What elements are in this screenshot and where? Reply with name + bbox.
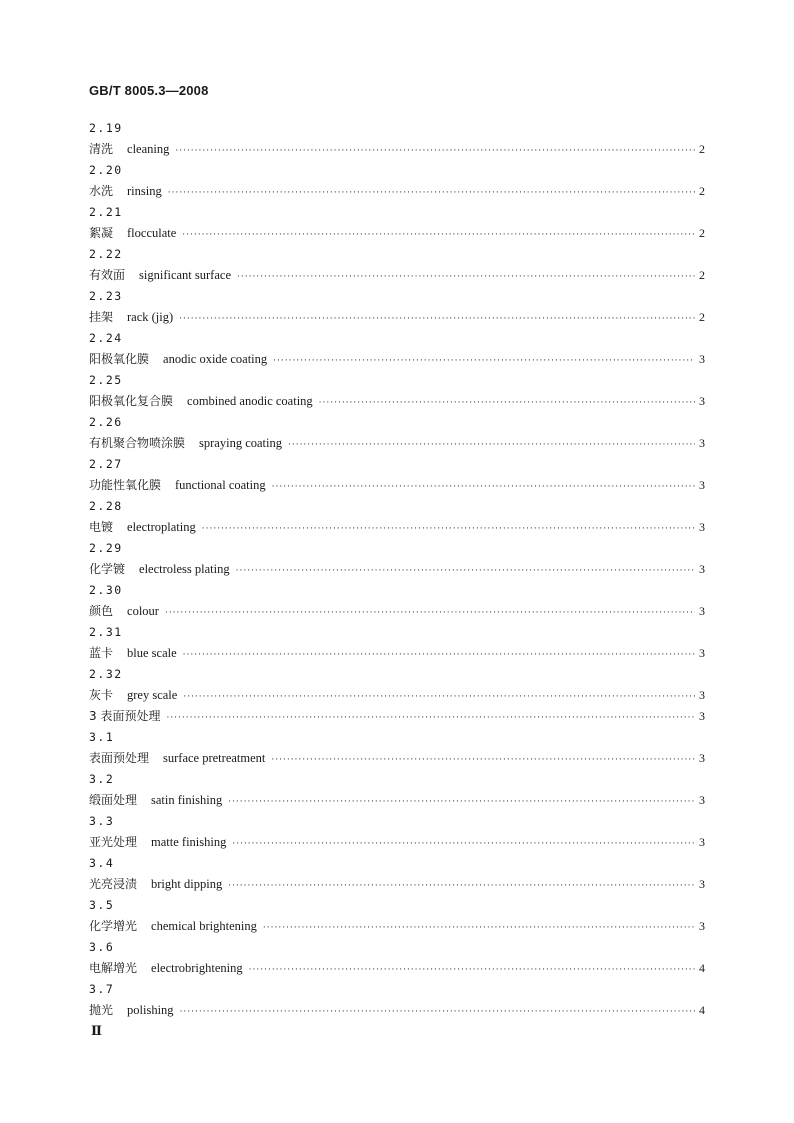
dot-leader bbox=[175, 141, 695, 160]
page-number: Ⅱ bbox=[91, 1023, 102, 1038]
toc-clause-number: 2.26 bbox=[89, 415, 123, 429]
dot-leader bbox=[288, 435, 695, 454]
toc-term-english: colour bbox=[127, 604, 159, 618]
toc-entry[interactable] bbox=[89, 181, 705, 202]
toc-entry[interactable] bbox=[89, 643, 705, 664]
toc-entry[interactable] bbox=[89, 601, 705, 622]
toc-term-english: significant surface bbox=[139, 268, 231, 282]
document-code: GB/T 8005.3—2008 bbox=[89, 83, 209, 98]
toc-entry[interactable] bbox=[89, 874, 705, 895]
toc-page-number: 2 bbox=[699, 268, 705, 282]
toc-clause-number: 2.31 bbox=[89, 625, 123, 639]
toc-clause-number: 2.21 bbox=[89, 205, 123, 219]
toc-page-number: 3 bbox=[699, 646, 705, 660]
toc-entry[interactable] bbox=[89, 391, 705, 412]
toc-term-english: chemical brightening bbox=[151, 919, 257, 933]
toc-page-number: 3 bbox=[699, 751, 705, 765]
toc-term-chinese: 蓝卡 bbox=[89, 646, 114, 660]
toc-term-chinese: 表面预处理 bbox=[89, 751, 150, 765]
toc-term-english: grey scale bbox=[127, 688, 178, 702]
toc-entry[interactable] bbox=[89, 517, 705, 538]
toc-entry[interactable] bbox=[89, 307, 705, 328]
toc-term-english: cleaning bbox=[127, 142, 170, 156]
toc-term-english: bright dipping bbox=[151, 877, 223, 891]
toc-term-english: blue scale bbox=[127, 646, 177, 660]
toc-page-number: 3 bbox=[699, 478, 705, 492]
toc-term-chinese: 亚光处理 bbox=[89, 835, 138, 849]
toc-entry[interactable] bbox=[89, 139, 705, 160]
toc-clause-number: 2.19 bbox=[89, 121, 123, 135]
toc-page-number: 3 bbox=[699, 793, 705, 807]
toc-term-english: functional coating bbox=[175, 478, 266, 492]
toc-term-chinese: 灰卡 bbox=[89, 688, 114, 702]
toc-page-number: 2 bbox=[699, 310, 705, 324]
toc-page-number: 3 bbox=[699, 604, 705, 618]
toc-clause-number: 3.2 bbox=[89, 772, 115, 786]
toc-term-chinese: 化学镀 bbox=[89, 562, 126, 576]
toc-clause-number: 3.7 bbox=[89, 982, 115, 996]
dot-leader bbox=[249, 960, 695, 979]
toc-clause-number: 2.27 bbox=[89, 457, 123, 471]
toc-term-chinese: 颜色 bbox=[89, 604, 114, 618]
toc-clause-number: 2.22 bbox=[89, 247, 123, 261]
dot-leader bbox=[168, 183, 695, 202]
dot-leader bbox=[319, 393, 695, 412]
toc-term-chinese: 阳极氧化复合膜 bbox=[89, 394, 174, 408]
toc-clause-number: 3.5 bbox=[89, 898, 115, 912]
dot-leader bbox=[166, 708, 695, 727]
toc-entry[interactable] bbox=[89, 223, 705, 244]
toc-clause-number: 3.3 bbox=[89, 814, 115, 828]
toc-clause-number: 2.20 bbox=[89, 163, 123, 177]
toc-clause-number: 2.32 bbox=[89, 667, 123, 681]
dot-leader bbox=[183, 687, 695, 706]
table-of-contents bbox=[89, 118, 705, 1021]
toc-page-number: 3 bbox=[699, 835, 705, 849]
toc-term-chinese: 功能性氧化膜 bbox=[89, 478, 162, 492]
toc-term-english: electroplating bbox=[127, 520, 196, 534]
toc-clause-number: 2.25 bbox=[89, 373, 123, 387]
toc-term-english: electroless plating bbox=[139, 562, 230, 576]
dot-leader bbox=[179, 309, 695, 328]
toc-term-english: satin finishing bbox=[151, 793, 223, 807]
toc-term-chinese: 有机聚合物喷涂膜 bbox=[89, 436, 186, 450]
toc-term-english: rack (jig) bbox=[127, 310, 174, 324]
toc-entry[interactable] bbox=[89, 706, 705, 727]
dot-leader bbox=[202, 519, 695, 538]
toc-page-number: 3 bbox=[699, 352, 705, 366]
toc-page-number: 3 bbox=[699, 877, 705, 891]
toc-clause-number: 2.23 bbox=[89, 289, 123, 303]
toc-entry[interactable] bbox=[89, 916, 705, 937]
toc-term-english: spraying coating bbox=[199, 436, 282, 450]
toc-page-number: 3 bbox=[699, 919, 705, 933]
toc-term-english: matte finishing bbox=[151, 835, 227, 849]
toc-clause-number: 3.6 bbox=[89, 940, 115, 954]
toc-entry[interactable] bbox=[89, 832, 705, 853]
toc-term-english: surface pretreatment bbox=[163, 751, 266, 765]
dot-leader bbox=[273, 351, 695, 370]
toc-entry[interactable] bbox=[89, 748, 705, 769]
toc-clause-number: 2.28 bbox=[89, 499, 123, 513]
toc-clause-number: 3.1 bbox=[89, 730, 115, 744]
dot-leader bbox=[180, 1002, 695, 1021]
dot-leader bbox=[272, 477, 695, 496]
dot-leader bbox=[182, 225, 695, 244]
toc-term-chinese: 有效面 bbox=[89, 268, 126, 282]
toc-page-number: 2 bbox=[699, 184, 705, 198]
toc-entry[interactable] bbox=[89, 790, 705, 811]
toc-term-chinese: 阳极氧化膜 bbox=[89, 352, 150, 366]
toc-term-chinese: 水洗 bbox=[89, 184, 114, 198]
toc-term-english: electrobrightening bbox=[151, 961, 243, 975]
dot-leader bbox=[228, 792, 695, 811]
toc-term-english: flocculate bbox=[127, 226, 177, 240]
toc-entry[interactable] bbox=[89, 559, 705, 580]
dot-leader bbox=[183, 645, 695, 664]
toc-term-chinese: 缎面处理 bbox=[89, 793, 138, 807]
toc-entry[interactable] bbox=[89, 475, 705, 496]
toc-term-english: combined anodic coating bbox=[187, 394, 313, 408]
dot-leader bbox=[271, 750, 695, 769]
toc-page-number: 2 bbox=[699, 226, 705, 240]
dot-leader bbox=[232, 834, 695, 853]
toc-clause-number: 2.29 bbox=[89, 541, 123, 555]
toc-page-number: 2 bbox=[699, 142, 705, 156]
dot-leader bbox=[236, 561, 695, 580]
toc-term-chinese: 3 表面预处理 bbox=[89, 709, 161, 723]
dot-leader bbox=[165, 603, 695, 622]
toc-term-english: polishing bbox=[127, 1003, 174, 1017]
toc-entry[interactable] bbox=[89, 265, 705, 286]
toc-term-english: rinsing bbox=[127, 184, 162, 198]
toc-page-number: 4 bbox=[699, 961, 705, 975]
toc-entry[interactable] bbox=[89, 1000, 705, 1021]
toc-page-number: 3 bbox=[699, 709, 705, 723]
toc-clause-number: 2.30 bbox=[89, 583, 123, 597]
toc-entry[interactable] bbox=[89, 958, 705, 979]
toc-page-number: 3 bbox=[699, 520, 705, 534]
toc-entry[interactable] bbox=[89, 433, 705, 454]
toc-page-number: 3 bbox=[699, 688, 705, 702]
toc-term-chinese: 电镀 bbox=[89, 520, 114, 534]
toc-term-chinese: 抛光 bbox=[89, 1003, 114, 1017]
toc-term-chinese: 挂架 bbox=[89, 310, 114, 324]
toc-term-chinese: 清洗 bbox=[89, 142, 114, 156]
toc-page-number: 3 bbox=[699, 562, 705, 576]
toc-term-chinese: 电解增光 bbox=[89, 961, 138, 975]
toc-clause-number: 3.4 bbox=[89, 856, 115, 870]
toc-page-number: 3 bbox=[699, 436, 705, 450]
toc-clause-number: 2.24 bbox=[89, 331, 123, 345]
dot-leader bbox=[237, 267, 695, 286]
toc-page-number: 3 bbox=[699, 394, 705, 408]
dot-leader bbox=[263, 918, 695, 937]
toc-term-english: anodic oxide coating bbox=[163, 352, 268, 366]
toc-entry[interactable] bbox=[89, 349, 705, 370]
toc-term-chinese: 絮凝 bbox=[89, 226, 114, 240]
toc-term-chinese: 光亮浸渍 bbox=[89, 877, 138, 891]
dot-leader bbox=[228, 876, 695, 895]
toc-term-chinese: 化学增光 bbox=[89, 919, 138, 933]
toc-entry[interactable] bbox=[89, 685, 705, 706]
toc-page-number: 4 bbox=[699, 1003, 705, 1017]
